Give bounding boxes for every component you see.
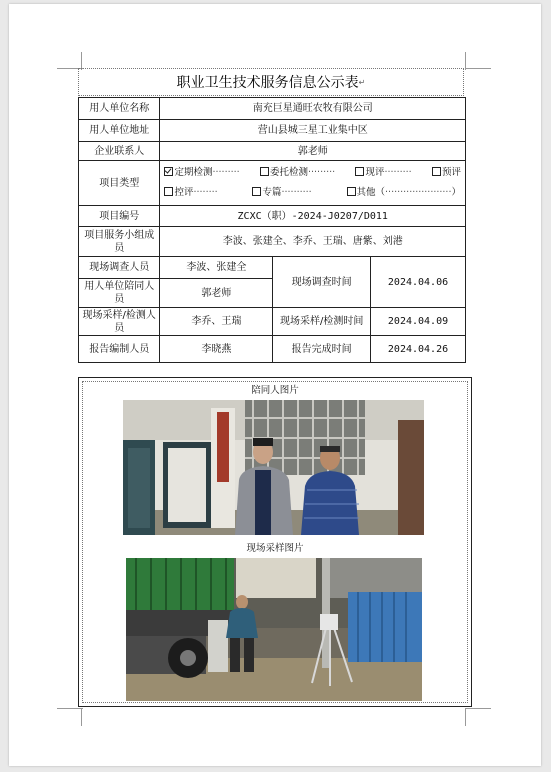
option-control-eval: 控评········: [164, 183, 217, 203]
sampling-time-label: 现场采样/检测时间: [273, 308, 371, 336]
option-other: 其他（······················）: [347, 183, 461, 203]
report-author-label: 报告编制人员: [79, 336, 160, 363]
sampling-photo: [126, 558, 422, 701]
table-row: [79, 98, 466, 120]
crop-mark: [465, 708, 491, 709]
photo-section: [78, 377, 472, 707]
employer-name-value: 南充巨星通旺农牧有限公司: [160, 98, 466, 120]
team-value: 李波、张建全、李乔、王瑞、唐紫、刘港: [160, 227, 466, 257]
table-row: [79, 142, 466, 161]
checkbox-icon: [355, 167, 364, 176]
sampling-staff-label: 现场采样/检测人员: [79, 308, 160, 336]
option-entrusted: 委托检测·········: [260, 163, 335, 183]
option-special: 专篇··········: [252, 183, 311, 203]
project-type-label: 项目类型: [79, 161, 160, 206]
table-row: [79, 336, 466, 363]
employer-address-label: 用人单位地址: [79, 120, 160, 142]
crop-mark: [465, 708, 466, 726]
crop-mark: [57, 708, 83, 709]
team-label: 项目服务小组成员: [79, 227, 160, 257]
checkbox-icon: [347, 187, 356, 196]
checkbox-icon: [252, 187, 261, 196]
survey-time-label: 现场调查时间: [273, 257, 371, 308]
survey-staff-label: 现场调查人员: [79, 257, 160, 279]
report-author-value: 李晓燕: [160, 336, 273, 363]
checkbox-icon: [260, 167, 269, 176]
option-pre-eval: 预评: [432, 163, 461, 183]
report-done-value: 2024.04.26: [371, 336, 466, 363]
escort-photo-caption: 陪同人图片: [251, 385, 299, 396]
table-row: [79, 227, 466, 257]
contact-label: 企业联系人: [79, 142, 160, 161]
option-periodic: 定期检测·········: [164, 163, 239, 183]
survey-staff-value: 李波、张建全: [160, 257, 273, 279]
page-title: [78, 68, 464, 96]
project-no-label: 项目编号: [79, 206, 160, 227]
sampling-staff-value: 李乔、王瑞: [160, 308, 273, 336]
table-row: [79, 257, 466, 279]
info-table: [78, 97, 466, 363]
checkbox-icon: [164, 187, 173, 196]
paragraph-mark: ↵: [358, 77, 366, 87]
table-row: [79, 308, 466, 336]
table-row: [79, 206, 466, 227]
sampling-time-value: 2024.04.09: [371, 308, 466, 336]
escort-value: 郭老师: [160, 279, 273, 308]
title-text: 职业卫生技术服务信息公示表: [176, 75, 359, 91]
survey-time-value: 2024.04.06: [371, 257, 466, 308]
project-no-value: ZCXC（职）-2024-J0207/D011: [160, 206, 466, 227]
sampling-photo-caption: 现场采样图片: [246, 543, 304, 554]
crop-mark: [81, 708, 82, 726]
option-current-eval: 现评·········: [355, 163, 411, 183]
table-row: [79, 120, 466, 142]
checkbox-checked-icon: [164, 167, 173, 176]
project-type-options: [160, 161, 466, 206]
crop-mark: [465, 68, 491, 69]
escort-photo: [123, 400, 424, 535]
report-done-label: 报告完成时间: [273, 336, 371, 363]
table-row: [79, 161, 466, 206]
escort-label: 用人单位陪同人员: [79, 279, 160, 308]
checkbox-icon: [432, 167, 441, 176]
employer-address-value: 营山县城三星工业集中区: [160, 120, 466, 142]
crop-mark: [465, 52, 466, 70]
employer-name-label: 用人单位名称: [79, 98, 160, 120]
contact-value: 郭老师: [160, 142, 466, 161]
